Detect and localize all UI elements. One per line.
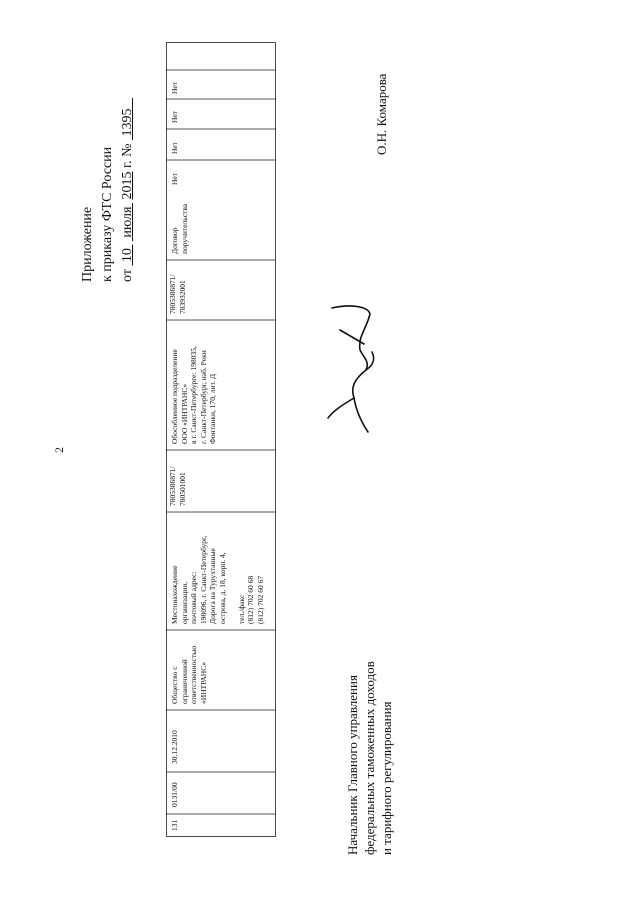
order-month: июля xyxy=(120,206,135,238)
cell-branch: Обособленное подразделение ООО «ИНТРАНС» в г. Санкт-Петербурге: 198035, г. Санкт-Петербург, наб. Реки Фонтанки, 170, лит. Д xyxy=(170,346,217,444)
registry-table xyxy=(166,42,276,837)
signatory-name: О.Н. Комарова xyxy=(374,73,389,155)
order-year: 2015 xyxy=(120,171,135,200)
page-number: 2 xyxy=(52,447,66,453)
cell-org-name: Общество с ограниченной ответственностью «ИНТРАНС» xyxy=(170,645,208,704)
signatory-title-line2: федеральных таможенных доходов xyxy=(362,661,377,855)
order-day: 10 xyxy=(120,248,135,263)
signatory-title-line1: Начальник Главного управления xyxy=(345,675,360,855)
signatory-title xyxy=(344,661,395,855)
year-suffix: г. xyxy=(120,160,135,169)
cell-col-a: Нет xyxy=(170,172,179,185)
appendix-header xyxy=(78,98,138,282)
date-prefix: от xyxy=(120,269,135,282)
cell-code: 0131/00 xyxy=(170,782,179,807)
cell-branch-inn-kpp: 7805386871/ 783932001 xyxy=(168,274,187,314)
order-reference: к приказу ФТС России xyxy=(100,146,115,282)
cell-date: 30.12.2010 xyxy=(170,730,179,764)
order-number: 1395 xyxy=(120,108,135,137)
number-sign: № xyxy=(120,143,135,157)
cell-col-c: Нет xyxy=(170,110,179,123)
signature xyxy=(320,300,380,440)
appendix-title: Приложение xyxy=(80,206,95,282)
signatory-title-line3: и тарифного регулирования xyxy=(379,701,394,855)
cell-inn-kpp: 7805386871/ 780501001 xyxy=(168,466,187,506)
cell-col-b: Нет xyxy=(170,141,179,154)
order-date-line xyxy=(118,98,138,282)
cell-basis: Договор поручительства xyxy=(170,203,189,254)
cell-row-number: 131 xyxy=(170,819,179,831)
cell-col-d: Нет xyxy=(170,81,179,94)
cell-address: Местонахождение организации, почтовый адрес: 198096, г. Санкт-Петербург, Дорога на Турухтанные острова, д. 18, корп. 4, тел./факс (812) 702 60 68 (812) 702 60 67 xyxy=(170,535,265,624)
